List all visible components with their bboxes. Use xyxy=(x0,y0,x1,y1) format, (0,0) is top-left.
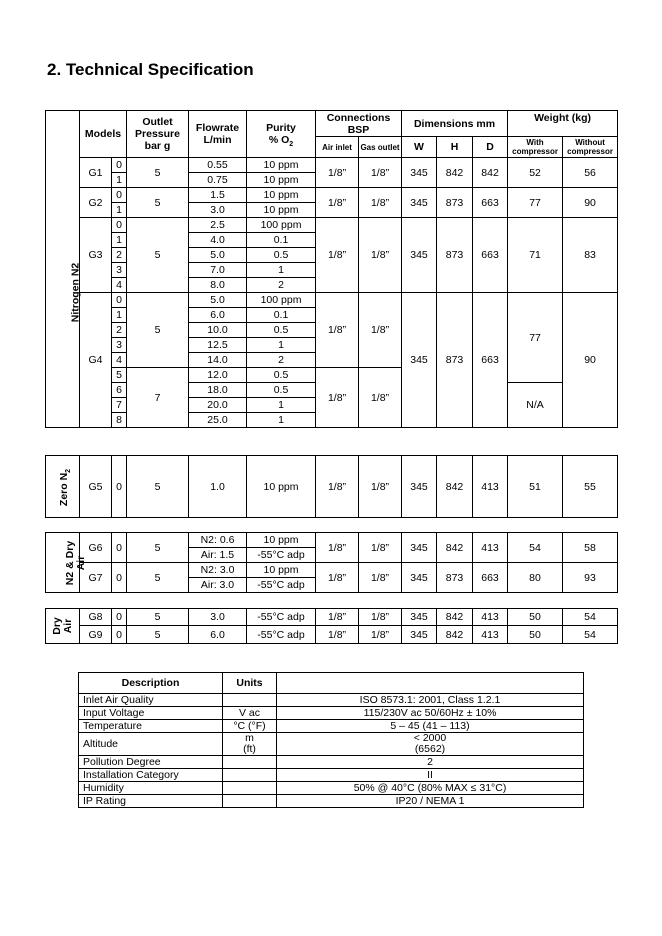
n2-dry-air-group-cell xyxy=(46,533,87,593)
gas-outlet: 1/8” xyxy=(359,188,402,218)
flowrate: 5.0 xyxy=(189,248,247,263)
n2-dry-air-table xyxy=(45,532,618,593)
dim-d: 413 xyxy=(473,456,508,518)
air-inlet: 1/8” xyxy=(316,626,359,644)
variant: 0 xyxy=(112,158,127,173)
env-header-value xyxy=(277,673,584,694)
variant: 0 xyxy=(112,293,127,308)
env-units xyxy=(223,756,277,769)
flowrate: 3.0 xyxy=(189,203,247,218)
flowrate: 20.0 xyxy=(189,398,247,413)
env-row xyxy=(79,733,584,756)
env-desc: Altitude xyxy=(79,733,223,756)
env-row xyxy=(79,707,584,720)
zero-n2-table xyxy=(45,455,618,518)
purity: 10 ppm xyxy=(247,533,316,548)
flowrate: 2.5 xyxy=(189,218,247,233)
env-desc: Pollution Degree xyxy=(79,756,223,769)
gas-outlet: 1/8” xyxy=(359,563,402,593)
flowrate: 0.55 xyxy=(189,158,247,173)
pressure: 7 xyxy=(127,368,189,428)
env-value: 2 xyxy=(277,756,584,769)
header-weight: Weight (kg) xyxy=(508,111,618,137)
air-inlet: 1/8” xyxy=(316,158,359,188)
nitrogen-spec-table xyxy=(45,110,618,428)
purity: 10 ppm xyxy=(247,173,316,188)
air-inlet: 1/8” xyxy=(316,563,359,593)
dry-air-table xyxy=(45,608,618,644)
variant: 1 xyxy=(112,203,127,218)
model-g5: G5 xyxy=(80,456,112,518)
env-row xyxy=(79,756,584,769)
flowrate: 3.0 xyxy=(189,609,247,626)
page-title: 2. Technical Specification xyxy=(47,60,254,79)
dim-d: 413 xyxy=(473,626,508,644)
header-flowrate: Flowrate L/min xyxy=(189,111,247,158)
gas-outlet: 1/8” xyxy=(359,626,402,644)
pressure: 5 xyxy=(127,609,189,626)
variant: 7 xyxy=(112,398,127,413)
weight-with: 51 xyxy=(508,456,563,518)
dim-d: 413 xyxy=(473,609,508,626)
dim-w: 345 xyxy=(402,626,437,644)
flowrate: 0.75 xyxy=(189,173,247,188)
env-value: ISO 8573.1: 2001, Class 1.2.1 xyxy=(277,694,584,707)
dim-h: 842 xyxy=(437,626,473,644)
dim-d: 663 xyxy=(473,293,508,428)
purity: 100 ppm xyxy=(247,218,316,233)
weight-with: 50 xyxy=(508,626,563,644)
purity: 2 xyxy=(247,353,316,368)
purity: 10 ppm xyxy=(247,456,316,518)
weight-with: 71 xyxy=(508,218,563,293)
weight-with: 77 xyxy=(508,188,563,218)
dim-w: 345 xyxy=(402,563,437,593)
pressure: 5 xyxy=(127,218,189,293)
variant: 0 xyxy=(112,563,127,593)
env-desc: Installation Category xyxy=(79,769,223,782)
flowrate: 10.0 xyxy=(189,323,247,338)
flowrate: 5.0 xyxy=(189,293,247,308)
flowrate: 12.5 xyxy=(189,338,247,353)
flowrate: 12.0 xyxy=(189,368,247,383)
dim-d: 842 xyxy=(473,158,508,188)
weight-without: 55 xyxy=(563,456,618,518)
weight-with: 50 xyxy=(508,609,563,626)
pressure: 5 xyxy=(127,626,189,644)
zero-n2-group-cell xyxy=(46,456,80,518)
model-g1: G1 xyxy=(80,158,112,188)
header-purity: Purity % $O_2$ xyxy=(247,111,316,158)
header-air-inlet: Air inlet xyxy=(316,137,359,158)
purity: -55°C adp xyxy=(247,626,316,644)
header-gas-outlet: Gas outlet xyxy=(359,137,402,158)
purity: 10 ppm xyxy=(247,203,316,218)
variant: 5 xyxy=(112,368,127,383)
purity: -55°C adp xyxy=(247,578,316,593)
dim-h: 873 xyxy=(437,188,473,218)
model-g6: G6 xyxy=(80,533,112,563)
variant: 0 xyxy=(112,609,127,626)
variant: 4 xyxy=(112,353,127,368)
flowrate: 1.5 xyxy=(189,188,247,203)
variant: 0 xyxy=(112,626,127,644)
header-without-compressor: Without compressor xyxy=(563,137,618,158)
flowrate: 1.0 xyxy=(189,456,247,518)
gas-outlet: 1/8” xyxy=(359,368,402,428)
purity: 10 ppm xyxy=(247,563,316,578)
purity: 0.5 xyxy=(247,383,316,398)
flowrate: Air: 1.5 xyxy=(189,548,247,563)
variant: 3 xyxy=(112,338,127,353)
dim-h: 842 xyxy=(437,456,473,518)
env-units xyxy=(223,795,277,808)
dim-d: 663 xyxy=(473,218,508,293)
flowrate: Air: 3.0 xyxy=(189,578,247,593)
purity: -55°C adp xyxy=(247,609,316,626)
env-desc: Temperature xyxy=(79,720,223,733)
flowrate: 7.0 xyxy=(189,263,247,278)
env-units: m (ft) xyxy=(223,733,277,756)
gas-outlet: 1/8” xyxy=(359,533,402,563)
dry-air-group-cell xyxy=(46,609,80,644)
variant: 2 xyxy=(112,248,127,263)
dim-d: 663 xyxy=(473,563,508,593)
group-n2-dry-air-label: N2 & Dry Air xyxy=(64,540,87,585)
air-inlet: 1/8” xyxy=(316,533,359,563)
gas-outlet: 1/8” xyxy=(359,609,402,626)
variant: 1 xyxy=(112,308,127,323)
weight-without: 54 xyxy=(563,626,618,644)
purity: 100 ppm xyxy=(247,293,316,308)
variant: 4 xyxy=(112,278,127,293)
env-units: °C (°F) xyxy=(223,720,277,733)
dim-w: 345 xyxy=(402,293,437,428)
group-dry-air-label: Dry Air xyxy=(51,617,74,635)
air-inlet: 1/8” xyxy=(316,293,359,368)
purity: 0.5 xyxy=(247,323,316,338)
variant: 0 xyxy=(112,218,127,233)
env-desc: Input Voltage xyxy=(79,707,223,720)
env-value: 50% @ 40°C (80% MAX ≤ 31°C) xyxy=(277,782,584,795)
flowrate: 25.0 xyxy=(189,413,247,428)
header-connections: Connections BSP xyxy=(316,111,402,137)
weight-with: 77 xyxy=(508,293,563,383)
flowrate: 6.0 xyxy=(189,626,247,644)
env-units: V ac xyxy=(223,707,277,720)
dim-w: 345 xyxy=(402,609,437,626)
weight-without: 90 xyxy=(563,188,618,218)
model-g7: G7 xyxy=(80,563,112,593)
variant: 0 xyxy=(112,188,127,203)
env-row xyxy=(79,720,584,733)
dim-w: 345 xyxy=(402,456,437,518)
env-value: II xyxy=(277,769,584,782)
flowrate: 8.0 xyxy=(189,278,247,293)
flowrate: N2: 3.0 xyxy=(189,563,247,578)
purity: 1 xyxy=(247,413,316,428)
env-value: IP20 / NEMA 1 xyxy=(277,795,584,808)
group-zero-n2-label: Zero $N_2$ xyxy=(58,468,73,506)
gas-outlet: 1/8” xyxy=(359,158,402,188)
dim-h: 873 xyxy=(437,293,473,428)
gas-outlet: 1/8” xyxy=(359,218,402,293)
purity: 0.1 xyxy=(247,233,316,248)
air-inlet: 1/8” xyxy=(316,456,359,518)
dim-d: 663 xyxy=(473,188,508,218)
pressure: 5 xyxy=(127,456,189,518)
flowrate: 18.0 xyxy=(189,383,247,398)
group-label-nitrogen xyxy=(46,111,80,158)
dim-h: 873 xyxy=(437,218,473,293)
purity: 2 xyxy=(247,278,316,293)
env-header-units: Units xyxy=(223,673,277,694)
weight-with: 80 xyxy=(508,563,563,593)
env-header-description: Description xyxy=(79,673,223,694)
dim-h: 873 xyxy=(437,563,473,593)
purity: 10 ppm xyxy=(247,158,316,173)
model-g2: G2 xyxy=(80,188,112,218)
air-inlet: 1/8” xyxy=(316,368,359,428)
header-with-compressor: With compressor xyxy=(508,137,563,158)
flowrate: N2: 0.6 xyxy=(189,533,247,548)
purity: 0.5 xyxy=(247,368,316,383)
variant: 1 xyxy=(112,233,127,248)
weight-without: 56 xyxy=(563,158,618,188)
dim-h: 842 xyxy=(437,609,473,626)
flowrate: 6.0 xyxy=(189,308,247,323)
variant: 6 xyxy=(112,383,127,398)
env-desc: Inlet Air Quality xyxy=(79,694,223,707)
air-inlet: 1/8” xyxy=(316,218,359,293)
variant: 8 xyxy=(112,413,127,428)
air-inlet: 1/8” xyxy=(316,188,359,218)
header-w: W xyxy=(402,137,437,158)
env-row xyxy=(79,694,584,707)
env-row xyxy=(79,795,584,808)
env-units xyxy=(223,782,277,795)
purity: 10 ppm xyxy=(247,188,316,203)
pressure: 5 xyxy=(127,563,189,593)
weight-with: 52 xyxy=(508,158,563,188)
group-nitrogen-label: Nitrogen N2 xyxy=(69,262,82,323)
pressure: 5 xyxy=(127,293,189,368)
header-dimensions: Dimensions mm xyxy=(402,111,508,137)
env-units xyxy=(223,769,277,782)
weight-without: 83 xyxy=(563,218,618,293)
dim-h: 842 xyxy=(437,158,473,188)
purity: 1 xyxy=(247,338,316,353)
env-value: 5 – 45 (41 – 113) xyxy=(277,720,584,733)
env-units xyxy=(223,694,277,707)
flowrate: 4.0 xyxy=(189,233,247,248)
purity: -55°C adp xyxy=(247,548,316,563)
model-g8: G8 xyxy=(80,609,112,626)
dim-w: 345 xyxy=(402,533,437,563)
model-g4: G4 xyxy=(80,293,112,428)
weight-without: 90 xyxy=(563,293,618,428)
air-inlet: 1/8” xyxy=(316,609,359,626)
variant: 1 xyxy=(112,173,127,188)
header-outlet-pressure: Outlet Pressure bar g xyxy=(127,111,189,158)
dim-h: 842 xyxy=(437,533,473,563)
variant: 0 xyxy=(112,533,127,563)
header-h: H xyxy=(437,137,473,158)
weight-without: 54 xyxy=(563,609,618,626)
purity: 0.1 xyxy=(247,308,316,323)
weight-with: 54 xyxy=(508,533,563,563)
variant: 3 xyxy=(112,263,127,278)
env-value: < 2000 (6562) xyxy=(277,733,584,756)
header-d: D xyxy=(473,137,508,158)
model-g9: G9 xyxy=(80,626,112,644)
variant: 2 xyxy=(112,323,127,338)
pressure: 5 xyxy=(127,533,189,563)
dim-w: 345 xyxy=(402,218,437,293)
dim-w: 345 xyxy=(402,158,437,188)
purity: 1 xyxy=(247,398,316,413)
pressure: 5 xyxy=(127,188,189,218)
pressure: 5 xyxy=(127,158,189,188)
dim-d: 413 xyxy=(473,533,508,563)
environment-table xyxy=(78,672,584,808)
gas-outlet: 1/8” xyxy=(359,293,402,368)
dim-w: 345 xyxy=(402,188,437,218)
purity: 1 xyxy=(247,263,316,278)
env-row xyxy=(79,782,584,795)
env-row xyxy=(79,769,584,782)
flowrate: 14.0 xyxy=(189,353,247,368)
model-g3: G3 xyxy=(80,218,112,293)
weight-without: 58 xyxy=(563,533,618,563)
env-value: 115/230V ac 50/60Hz ± 10% xyxy=(277,707,584,720)
variant: 0 xyxy=(112,456,127,518)
nitrogen-group-cell xyxy=(46,158,80,428)
env-desc: IP Rating xyxy=(79,795,223,808)
weight-without: 93 xyxy=(563,563,618,593)
weight-with: N/A xyxy=(508,383,563,428)
env-desc: Humidity xyxy=(79,782,223,795)
gas-outlet: 1/8” xyxy=(359,456,402,518)
purity: 0.5 xyxy=(247,248,316,263)
header-models: Models xyxy=(80,111,127,158)
